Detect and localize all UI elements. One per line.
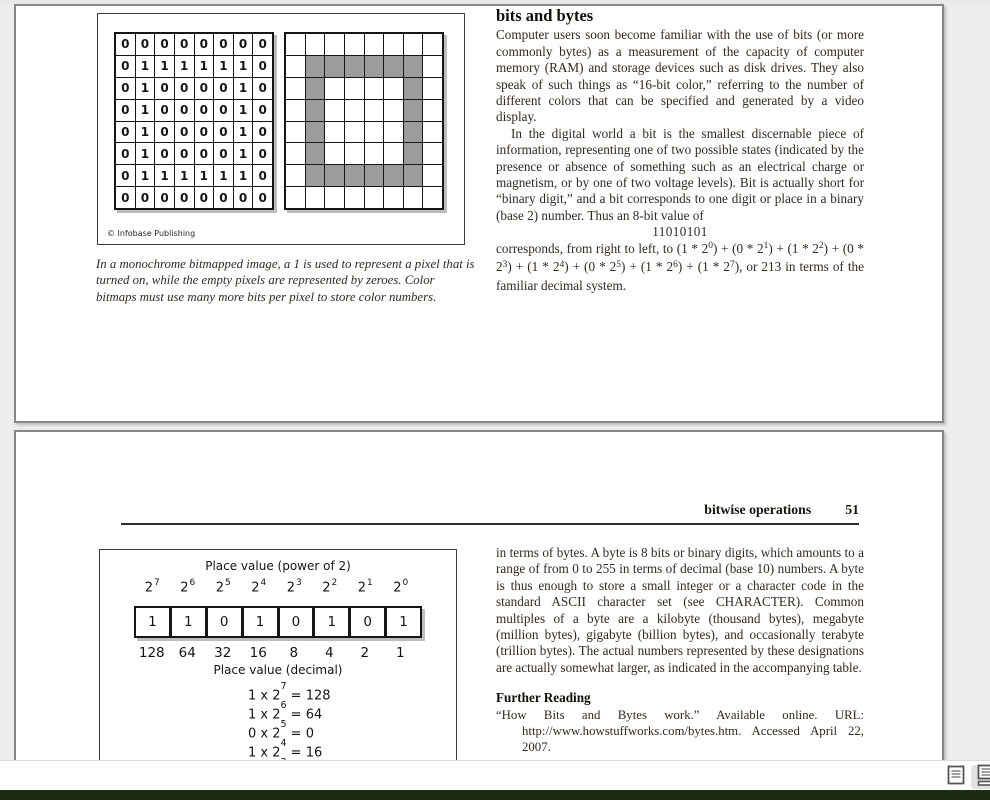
page1-text-column — [496, 8, 864, 294]
figure-credit: © Infobase Publishing — [107, 229, 196, 238]
grid-cell: 0 — [234, 187, 253, 208]
pixel-off-cell — [384, 122, 403, 143]
grid-cell: 0 — [195, 100, 214, 121]
pixel-off-cell — [404, 34, 423, 55]
pixel-off-cell — [325, 100, 344, 121]
pixel-on-cell — [404, 143, 423, 164]
pixel-off-cell — [423, 187, 442, 208]
power-label: $2^6$ — [180, 578, 196, 596]
pixel-off-cell — [325, 122, 344, 143]
pixel-on-cell — [404, 100, 423, 121]
grid-cell: 0 — [253, 100, 272, 121]
grid-cell: 1 — [234, 122, 253, 143]
grid-cell: 0 — [253, 122, 272, 143]
document-page-1 — [14, 4, 944, 423]
pixel-on-cell — [365, 165, 384, 186]
pixel-off-cell — [365, 143, 384, 164]
pixel-on-cell — [404, 56, 423, 77]
pixel-off-cell — [365, 78, 384, 99]
superscript: 4 — [559, 259, 565, 270]
grid-cell: 1 — [234, 78, 253, 99]
bit-box: 0 — [351, 608, 384, 636]
grid-cell: 0 — [195, 143, 214, 164]
pixel-on-cell — [306, 100, 325, 121]
pixel-off-cell — [365, 187, 384, 208]
bit-boxes-row — [134, 606, 422, 638]
single-page-view-button[interactable] — [943, 765, 969, 789]
viewer-bottom-bar — [0, 760, 990, 791]
grid-cell: 0 — [155, 78, 174, 99]
grid-cell: 0 — [253, 34, 272, 55]
calculation-line: 1 x $2^7 = 128$ — [248, 681, 331, 704]
grid-cell: 0 — [116, 187, 135, 208]
grid-cell: 0 — [116, 56, 135, 77]
grid-cell: 1 — [195, 165, 214, 186]
grid-cell: 0 — [155, 143, 174, 164]
grid-cell: 0 — [253, 143, 272, 164]
pixel-off-cell — [325, 143, 344, 164]
grid-cell: 0 — [155, 100, 174, 121]
power-label: $2^7$ — [144, 578, 160, 596]
pixel-off-cell — [384, 100, 403, 121]
grid-cell: 1 — [136, 78, 155, 99]
calculation-line: 0 x $2^5 = 0$ — [248, 719, 314, 742]
grid-cell: 0 — [155, 122, 174, 143]
page-number: 51 — [845, 502, 859, 517]
grid-cell: 1 — [175, 56, 194, 77]
figure-caption: In a monochrome bitmapped image, a 1 is used to represent a pixel that is turned on, while the empty pixels are represented by zeroes. Color bitmaps must use many more bits per pixel to store color numbers. — [96, 257, 475, 304]
pixel-on-cell — [384, 56, 403, 77]
pixel-on-cell — [306, 122, 325, 143]
grid-cell: 0 — [175, 100, 194, 121]
pixel-on-cell — [345, 165, 364, 186]
pixel-off-cell — [325, 187, 344, 208]
grid-cell: 1 — [234, 56, 253, 77]
pixel-off-cell — [306, 34, 325, 55]
grid-cell: 0 — [253, 78, 272, 99]
superscript: 0 — [708, 241, 713, 252]
grid-cell: 0 — [253, 56, 272, 77]
pixel-off-cell — [286, 100, 305, 121]
grid-cell: 1 — [155, 165, 174, 186]
pixel-off-cell — [306, 187, 325, 208]
further-reading-heading: Further Reading — [496, 690, 591, 706]
power-label: $2^0$ — [393, 578, 409, 596]
pixel-off-cell — [345, 78, 364, 99]
pixel-off-cell — [384, 78, 403, 99]
superscript: 7 — [729, 259, 735, 270]
pixel-on-cell — [404, 122, 423, 143]
pixel-on-cell — [404, 78, 423, 99]
grid-cell: 0 — [116, 34, 135, 55]
pixel-off-cell — [423, 122, 442, 143]
grid-cell: 0 — [116, 165, 135, 186]
place-value-figure-box — [99, 549, 457, 791]
grid-cell: 1 — [155, 56, 174, 77]
pixel-off-cell — [423, 56, 442, 77]
pixel-off-cell — [345, 143, 364, 164]
pixel-off-cell — [365, 122, 384, 143]
grid-cell: 0 — [116, 143, 135, 164]
entry-heading: bits and bytes — [496, 6, 594, 25]
grid-cell: 0 — [116, 78, 135, 99]
pixel-off-cell — [325, 78, 344, 99]
place-value-title-bottom: Place value (decimal) — [213, 663, 343, 677]
power-labels-row — [134, 579, 418, 595]
pixel-off-cell — [286, 165, 305, 186]
pixel-off-cell — [423, 78, 442, 99]
taskbar-edge — [0, 790, 990, 800]
pixel-off-cell — [384, 34, 403, 55]
pixel-off-cell — [365, 100, 384, 121]
decimal-values-row — [134, 645, 418, 661]
grid-cell: 0 — [214, 100, 233, 121]
pixel-off-cell — [286, 34, 305, 55]
grid-cell: 1 — [234, 165, 253, 186]
superscript: 5 — [616, 259, 622, 270]
grid-cell: 0 — [136, 187, 155, 208]
grid-cell: 0 — [175, 143, 194, 164]
grid-cell: 1 — [136, 165, 155, 186]
grid-cell: 1 — [136, 100, 155, 121]
pixel-off-cell — [286, 143, 305, 164]
pixel-on-cell — [306, 143, 325, 164]
grid-cell: 0 — [175, 34, 194, 55]
grid-cell: 0 — [214, 78, 233, 99]
grid-cell: 0 — [253, 187, 272, 208]
grid-cell: 1 — [175, 165, 194, 186]
decimal-value: 8 — [289, 645, 299, 661]
page2-text-column — [496, 545, 864, 756]
pixel-off-cell — [423, 100, 442, 121]
bitmap-pixel-grid — [284, 32, 444, 210]
pixel-on-cell — [325, 56, 344, 77]
pixel-off-cell — [384, 143, 403, 164]
grid-cell: 0 — [195, 78, 214, 99]
pixel-off-cell — [423, 34, 442, 55]
pixel-off-cell — [423, 143, 442, 164]
paragraph: In the digital world a bit is the smallest discernable piece of information, representing one of two possible states (indicated by the presence or absence of something such as an electrical charge or magnetism, or by one of two voltage levels). Bit is actually short for “binary digit,” and a bit corresponds to one digit or place in a binary (base 2) number. Thus an 8-bit value of — [496, 125, 864, 223]
bitmap-number-grid — [114, 32, 274, 210]
power-label: $2^1$ — [357, 578, 373, 596]
place-value-title-top: Place value (power of 2) — [205, 559, 351, 573]
grid-cell: 0 — [155, 34, 174, 55]
bit-box: 1 — [136, 608, 169, 636]
decimal-value: 32 — [214, 645, 232, 661]
grid-cell: 0 — [214, 187, 233, 208]
pixel-on-cell — [325, 165, 344, 186]
superscript: 1 — [763, 241, 769, 252]
grid-cell: 1 — [214, 165, 233, 186]
decimal-value: 1 — [395, 645, 405, 661]
grid-cell: 0 — [175, 78, 194, 99]
grid-cell: 1 — [136, 56, 155, 77]
paragraph-with-superscripts: corresponds, from right to left, to $(1 * 2^0) + (0 * 2^1) + (1 * 2^2) + (0 * 2^3) + (1 * 2^4) + (0 * 2^5) + (1 * 2^6) + (1 * 2^7)$, or 213 in terms of the familiar decimal system. — [496, 240, 864, 293]
grid-cell: 1 — [136, 143, 155, 164]
grid-cell: 0 — [214, 34, 233, 55]
pixel-off-cell — [404, 187, 423, 208]
pixel-off-cell — [345, 187, 364, 208]
power-label: $2^5$ — [215, 578, 231, 596]
running-header — [121, 502, 859, 518]
power-label: $2^3$ — [286, 578, 302, 596]
pixel-off-cell — [345, 34, 364, 55]
grid-cell: 0 — [253, 165, 272, 186]
bit-box: 0 — [280, 608, 313, 636]
header-rule — [121, 523, 859, 525]
grid-cell: 0 — [195, 122, 214, 143]
pixel-off-cell — [423, 165, 442, 186]
facing-pages-view-icon — [977, 764, 990, 791]
decimal-value: 16 — [249, 645, 267, 661]
grid-cell: 0 — [214, 122, 233, 143]
grid-cell: 0 — [195, 187, 214, 208]
grid-cell: 1 — [136, 122, 155, 143]
single-page-view-icon — [947, 765, 965, 790]
decimal-value: 128 — [138, 645, 165, 661]
paragraph: Computer users soon become familiar with the use of bits (or more commonly bytes) as a measurement of the capacity of computer memory (RAM) and storage devices such as disk drives. They also speak of such things as “16-bit color,” referring to the number of different colors that can be specified and generated by a video display. — [496, 27, 864, 125]
decimal-value: 64 — [178, 645, 196, 661]
bitmap-figure-box — [97, 13, 465, 245]
bit-box: 1 — [315, 608, 348, 636]
calculation-line: 1 x $2^4 = 16$ — [248, 738, 323, 761]
pixel-off-cell — [365, 34, 384, 55]
binary-value: 11010101 — [652, 224, 708, 240]
bit-box: 0 — [208, 608, 241, 636]
decimal-value: 4 — [324, 645, 334, 661]
paragraph: in terms of bytes. A byte is 8 bits or binary digits, which amounts to a range of from 0 to 255 in terms of decimal (base 10) numbers. A byte is thus enough to store a small integer or a character code in the standard ASCII character set (see CHARACTER). Common multiples of a byte are a kilobyte (thousand bytes), megabyte (million bytes), gigabyte (billion bytes), and occasionally terabyte (trillion bytes). The actual numbers represented by these designations are actually somewhat larger, as indicated in the accompanying table. — [496, 545, 864, 675]
pixel-off-cell — [325, 34, 344, 55]
grid-cell: 1 — [234, 100, 253, 121]
pixel-on-cell — [306, 165, 325, 186]
grid-cell: 0 — [175, 122, 194, 143]
reference-citation: “How Bits and Bytes work.” Available online. URL: http://www.howstuffworks.com/bytes.htm. Accessed April 22, 2007. — [496, 707, 864, 755]
grid-cell: 1 — [234, 143, 253, 164]
grid-cell: 1 — [195, 56, 214, 77]
pixel-on-cell — [404, 165, 423, 186]
pixel-off-cell — [286, 122, 305, 143]
pixel-on-cell — [384, 165, 403, 186]
power-label: $2^2$ — [322, 578, 338, 596]
superscript: 3 — [502, 259, 508, 270]
bit-box: 1 — [172, 608, 205, 636]
grid-cell: 0 — [175, 187, 194, 208]
grid-cell: 0 — [116, 122, 135, 143]
document-page-2 — [14, 430, 944, 764]
grid-cell: 0 — [155, 187, 174, 208]
grid-cell: 0 — [195, 34, 214, 55]
grid-cell: 0 — [214, 143, 233, 164]
pixel-on-cell — [345, 56, 364, 77]
calculation-line: 1 x $2^6 = 64$ — [248, 700, 323, 723]
pixel-on-cell — [306, 56, 325, 77]
pixel-on-cell — [306, 78, 325, 99]
bit-box: 1 — [387, 608, 420, 636]
pixel-off-cell — [286, 56, 305, 77]
pixel-off-cell — [384, 187, 403, 208]
power-label: $2^4$ — [251, 578, 267, 596]
grid-cell: 0 — [136, 34, 155, 55]
pixel-off-cell — [286, 78, 305, 99]
pixel-off-cell — [286, 187, 305, 208]
pixel-off-cell — [345, 100, 364, 121]
bit-box: 1 — [244, 608, 277, 636]
decimal-value: 2 — [360, 645, 370, 661]
grid-cell: 1 — [214, 56, 233, 77]
pixel-on-cell — [365, 56, 384, 77]
running-header-title: bitwise operations — [704, 502, 812, 517]
grid-cell: 0 — [234, 34, 253, 55]
superscript: 6 — [673, 259, 678, 270]
grid-cell: 0 — [116, 100, 135, 121]
facing-pages-view-button[interactable] — [971, 765, 990, 789]
pixel-off-cell — [345, 122, 364, 143]
superscript: 2 — [818, 241, 824, 252]
